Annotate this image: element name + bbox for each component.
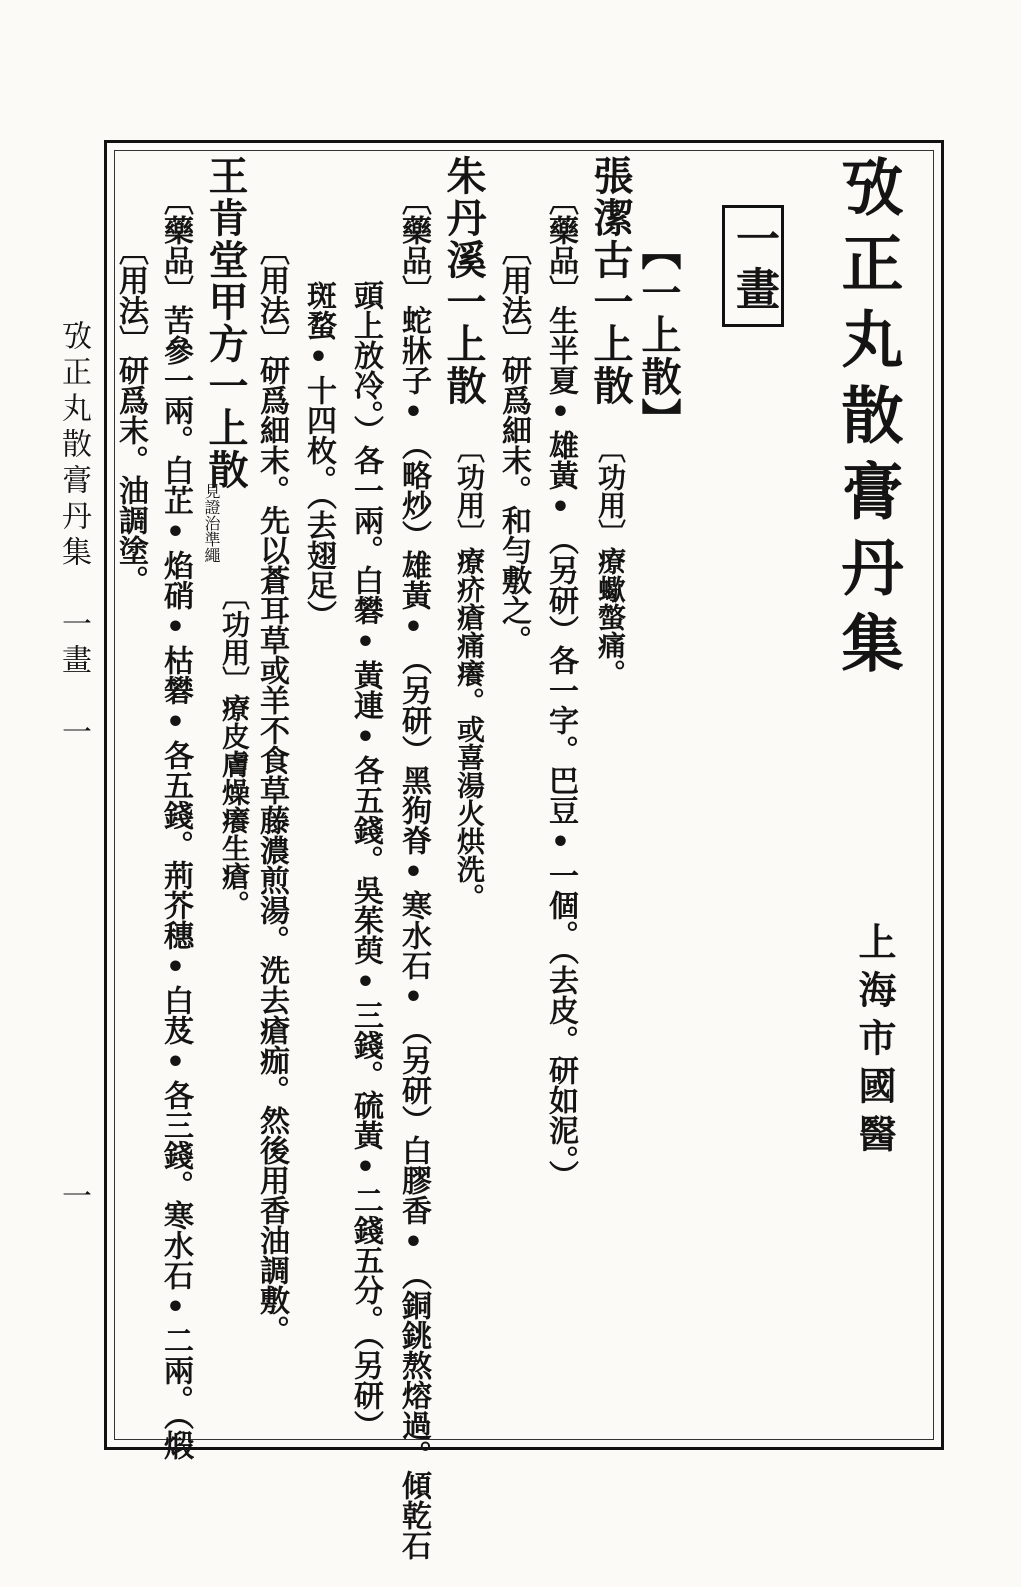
entry-2-ingredients-cont2: 斑蝥•十四枚。（去翅足） [301,280,336,630]
entry-2-ingredients: 〔藥品〕蛇牀子•（略炒）雄黃•（另研）黑狗脊•寒水石•（另研）白膠香•（銅銚熬熔過。傾乾石 [396,185,431,1560]
entry-1-usage: 〔用法〕研爲細末。和勻敷之。 [496,235,531,655]
entry-2-name: 朱丹溪一上散 [440,155,487,407]
page-number: 一 [56,1180,91,1210]
entry-1-effect: 〔功用〕療蠍螫痛。 [594,435,627,687]
entry-3-note: 見證治準繩 [202,483,221,563]
entry-3-usage: 〔用法〕研爲末。油調塗。 [113,235,148,595]
entry-1-ingredients: 〔藥品〕生半夏•雄黃•（另研）各一字。巴豆•一個。（去皮。研如泥。） [543,185,578,1190]
running-head: 攷正丸散膏丹集 一畫 一 [56,320,91,752]
entry-3-name: 王肯堂甲方一上散 [202,155,249,491]
publisher: 上海市國醫 [852,922,897,1162]
entry-1-name: 張潔古一上散 [587,155,634,407]
entry-3-usage-wash: 〔用法〕研爲細末。先以蒼耳草或羊不食草藤濃煎湯。洗去瘡痂。然後用香油調敷。 [254,235,289,1345]
entry-2-ingredients-cont1: 頭上放冷。）各一兩。白礬•黃連•各五錢。吳茱萸•三錢。硫黃•二錢五分。（另研） [348,280,383,1440]
entry-2-effect: 〔功用〕療疥瘡痛癢。或喜湯火烘洗。 [453,435,486,911]
entry-3-ingredients: 〔藥品〕苦參一兩。白芷•焰硝•枯礬•各五錢。荊芥穗•白芨•各三錢。寒水石•二兩。（煅 [158,185,193,1460]
book-title: 攷正丸散膏丹集 [831,155,904,687]
section-box-label: 一畫 [722,205,784,327]
entry-3-effect: 〔功用〕療皮膚燥癢生瘡。 [218,582,251,918]
section-heading: 【一上散】 [635,230,682,440]
